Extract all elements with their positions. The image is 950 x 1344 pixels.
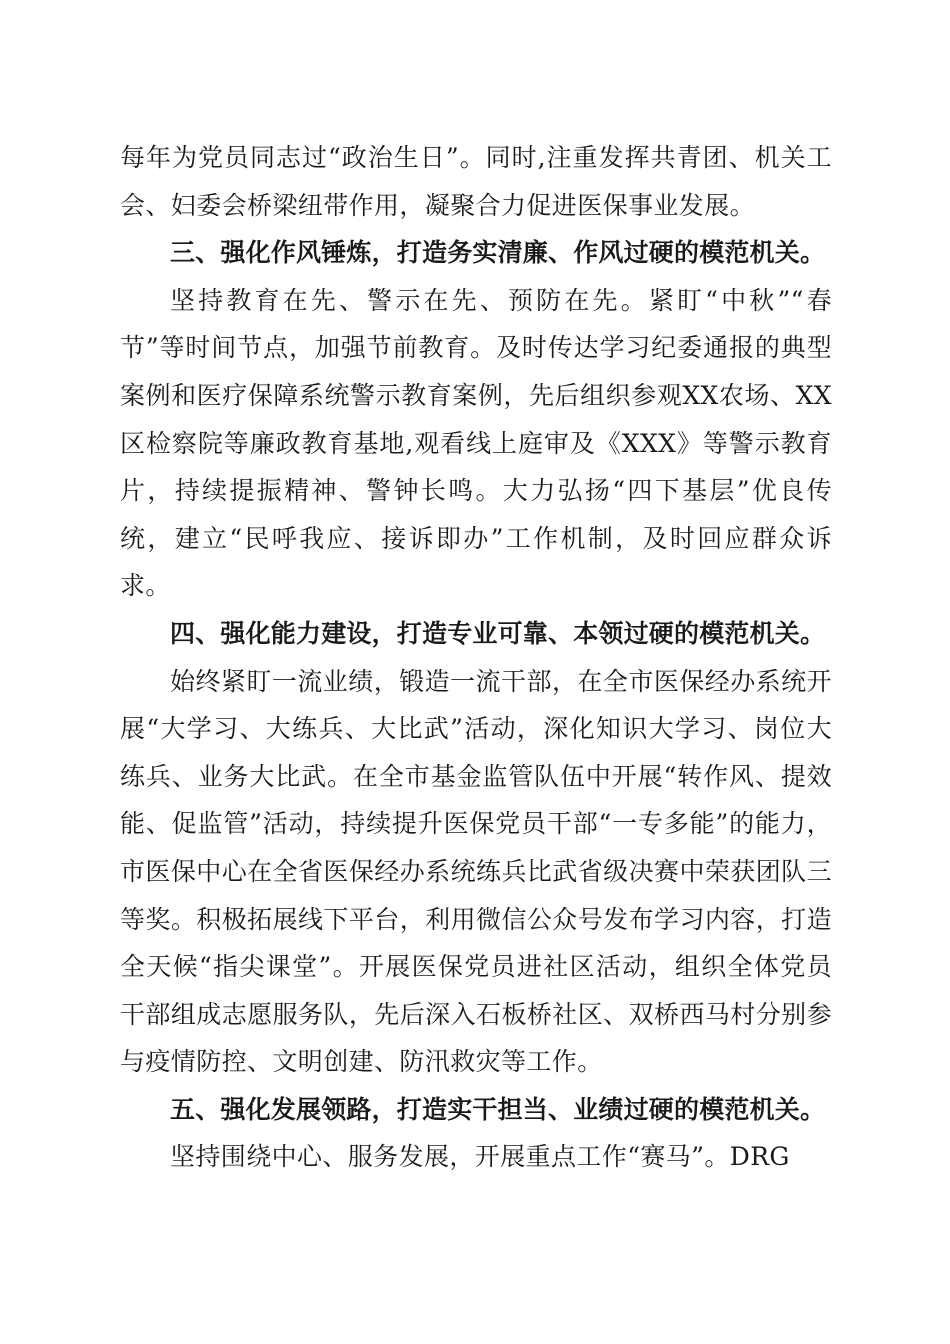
section-heading-five: 五、强化发展领路，打造实干担当、业绩过硬的模范机关。	[170, 1094, 826, 1124]
body-paragraph: 始终紧盯一流业绩，锻造一流干部，在全市医保经办系统开展“大学习、大练兵、大比武”活动，深化知识大学习、岗位大练兵、业务大比武。在全市基金监管队伍中开展“转作风、提效能、促监管”活动，持续提升医保党员干部“一专多能”的能力，市医保中心在全省医保经办系统练兵比武省级决赛中荣获团队三等奖。积极拓展线下平台，利用微信公众号发布学习内容，打造全天候“指尖课堂”。开展医保党员进社区活动，组织全体党员干部组成志愿服务队，先后深入石板桥社区、双桥西马村分别参与疫情防控、文明创建、防汛救灾等工作。	[120, 666, 832, 1077]
body-paragraph: 坚持教育在先、警示在先、预防在先。紧盯“中秋”“春节”等时间节点，加强节前教育。及时传达学习纪委通报的典型案例和医疗保障系统警示教育案例，先后组织参观XX农场、XX区检察院等廉政教育基地,观看线上庭审及《XXX》等警示教育片，持续提振精神、警钟长鸣。大力弘扬“四下基层”优良传统，建立“民呼我应、接诉即办”工作机制，及时回应群众诉求。	[120, 285, 832, 601]
document-page	[120, 134, 832, 1181]
section-heading-three: 三、强化作风锤炼，打造务实清廉、作风过硬的模范机关。	[170, 238, 826, 268]
body-paragraph: 坚持围绕中心、服务发展，开展重点工作“赛马”。DRG	[170, 1142, 790, 1172]
body-paragraph: 每年为党员同志过“政治生日”。同时,注重发挥共青团、机关工会、妇委会桥梁纽带作用，凝聚合力促进医保事业发展。	[120, 143, 832, 220]
section-heading-four: 四、强化能力建设，打造专业可靠、本领过硬的模范机关。	[170, 618, 826, 648]
